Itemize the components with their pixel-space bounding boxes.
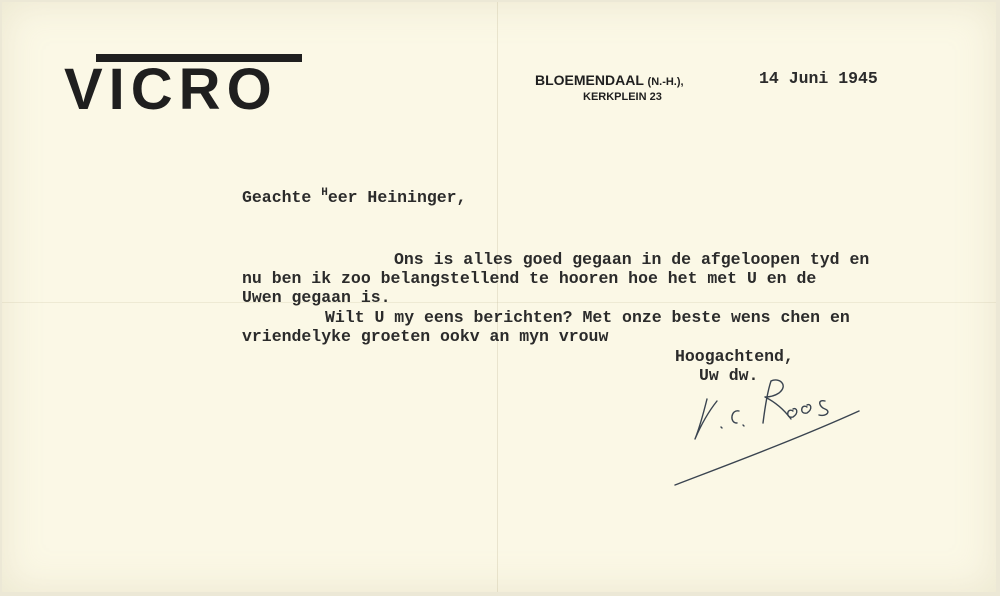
body-line: Ons is alles goed gegaan in de afgeloopen tyd en [394,250,870,269]
sign-off: Uw dw. [699,366,759,385]
letter-date: 14 Juni 1945 [759,69,878,88]
letter-paper [2,2,996,592]
salutation [242,188,466,210]
body-line: Uwen gegaan is. [242,288,391,307]
handwritten-signature [667,367,867,487]
body-line: vriendelyke groeten ookv an myn vrouw [242,327,609,346]
logo-text: VICRO [64,57,278,122]
closing: Hoogachtend, [675,347,794,366]
fold-line-vertical [497,2,498,592]
body-line: nu ben ik zoo belangstellend te hooren hoe het met U en de [242,269,817,288]
salutation-rest: eer Heininger, [327,188,467,207]
vicro-logo [64,54,306,120]
fold-line-horizontal [2,302,996,303]
salutation-prefix: Geachte [242,188,322,207]
province: (N.-H.), [647,76,684,88]
salutation-superscript: H [321,187,328,199]
city-name: BLOEMENDAAL [535,72,644,88]
letterhead-address-street: KERKPLEIN 23 [583,91,662,103]
letterhead-address-city [535,72,684,88]
body-line: Wilt U my eens berichten? Met onze beste wens chen en [325,308,850,327]
